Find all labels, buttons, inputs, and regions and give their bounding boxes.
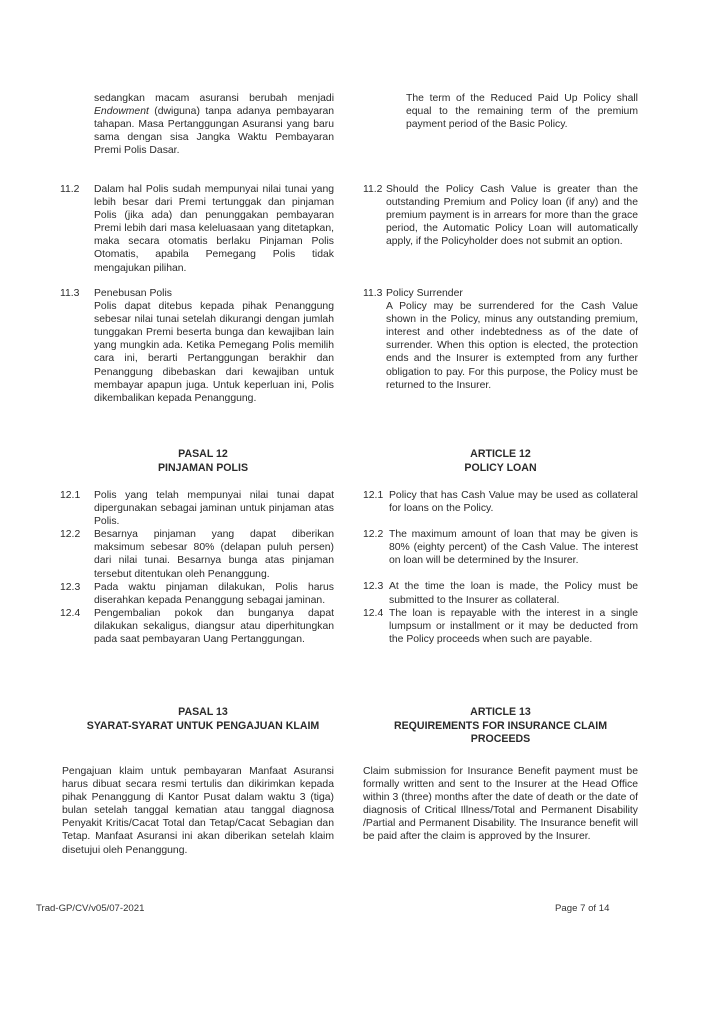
clause-12-1 xyxy=(60,489,334,528)
clause-number: 11.3 xyxy=(363,288,383,299)
section-title: POLICY LOAN xyxy=(464,461,537,474)
clause-text: At the time the loan is made, the Policy must be submitted to the Insurer as collateral. xyxy=(389,581,638,606)
clause-12-3 xyxy=(60,581,334,607)
pasal-13-body xyxy=(62,765,334,857)
clause-text: Pada waktu pinjaman dilakukan, Polis harus diserahkan kepada Penanggung sebagai jaminan. xyxy=(94,581,334,606)
clause-11-2 xyxy=(60,183,334,275)
clause-12-4 xyxy=(363,607,638,646)
section-number: PASAL 13 xyxy=(178,706,228,718)
clause-number: 11.3 xyxy=(60,288,80,299)
intro-text-a: sedangkan macam asuransi berubah menjadi xyxy=(94,93,334,104)
clause-text: Dalam hal Polis sudah mempunyai nilai tunai yang lebih besar dari Premi tertunggak dan pinjaman Polis (jika ada) dan penunggakan pembayaran Premi lebih dari masa keleluasaan yang ditetapkan, maka secara otomatis berlaku Pinjaman Polis Otomatis, apabila Pemegang Polis tidak mengajukan pilihan. xyxy=(94,184,334,274)
article-13-body xyxy=(363,765,638,844)
clause-text: Polis dapat ditebus kepada pihak Penanggung sebesar nilai tunai setelah dikurangi dengan jumlah tunggakan Premi beserta bunga dan kewajiban lain yang mungkin ada. Ketika Pemegang Polis memilih cara ini, berarti Pertanggungan berakhir dan Penanggung dibebaskan dari kewajiban untuk membayar apapun juga. Untuk keperluan ini, Polis dikembalikan kepada Penanggung. xyxy=(94,301,334,404)
clause-text: The loan is repayable with the interest in a single lumpsum or installment or it may be deducted from the Policy proceeds when such are payable. xyxy=(389,607,638,645)
intro-text: The term of the Reduced Paid Up Policy shall equal to the remaining term of the premium payment period of the Basic Policy. xyxy=(406,93,638,131)
article-12-clauses xyxy=(363,489,638,646)
clause-text: A Policy may be surrendered for the Cash Value shown in the Policy, minus any outstanding premium, interest and other indebtedness as of the date of surrender. When this option is elected, the protection ends and the Insurer is extempted from any further obligation to pay. For this purpose, the Policy must be returned to the Insurer. xyxy=(386,301,638,391)
clause-text: Besarnya pinjaman yang dapat diberikan maksimum sebesar 80% (delapan puluh persen) dari nilai tunai. Besarnya bunga atas pinjaman tersebut ditentukan oleh Penanggung. xyxy=(94,529,334,580)
article-12-heading xyxy=(363,448,638,475)
clause-number: 12.2 xyxy=(363,529,384,541)
intro-text-b: (dwiguna) tanpa adanya pembayaran tahapan. Masa Pertanggungan Asuransi yang baru sama dengan sisa Jangka Waktu Pembayaran Premi Polis Dasar. xyxy=(94,106,334,157)
clause-number: 11.2 xyxy=(60,184,80,195)
pasal-12-heading xyxy=(72,448,334,475)
clause-11-2 xyxy=(363,183,638,248)
clause-11-1-continuation xyxy=(72,92,334,157)
article-13-heading xyxy=(363,706,638,747)
clause-text: The maximum amount of loan that may be given is 80% (eighty percent) of the Cash Value. The interest on loan will be determined by the Insurer. xyxy=(389,529,638,567)
section-number: ARTICLE 13 xyxy=(470,706,531,718)
section-title: SYARAT-SYARAT UNTUK PENGAJUAN KLAIM xyxy=(86,719,320,732)
intro-italic-term: Endowment xyxy=(94,106,149,118)
clause-number: 12.4 xyxy=(60,607,81,619)
clause-title: Penebusan Polis xyxy=(94,288,172,299)
pasal-12-clauses xyxy=(60,489,334,646)
clause-text: Polis yang telah mempunyai nilai tunai dapat dipergunakan sebagai jaminan untuk pinjaman atas Polis. xyxy=(94,490,334,528)
clause-text: Should the Policy Cash Value is greater than the outstanding Premium and Policy loan (if any) and the premium payment is in arrears for more than the grace period, the Automatic Policy Loan will automatically apply, if the Policyholder does not submit an option. xyxy=(386,184,638,248)
clause-11-3 xyxy=(363,287,638,392)
page-number: Page 7 of 14 xyxy=(555,903,610,914)
clause-12-3 xyxy=(363,580,638,606)
clause-11-3 xyxy=(60,287,334,405)
clause-12-4 xyxy=(60,607,334,646)
clause-12-2 xyxy=(363,528,638,567)
clause-number: 12.1 xyxy=(60,490,81,501)
document-code: Trad-GP/CV/v05/07-2021 xyxy=(36,903,145,914)
clause-number: 12.3 xyxy=(363,581,384,593)
pasal-13-heading xyxy=(66,706,340,733)
clause-11-1-continuation xyxy=(406,92,638,131)
section-title: REQUIREMENTS FOR INSURANCE CLAIM PROCEEDS xyxy=(393,719,608,745)
clause-number: 12.3 xyxy=(60,581,81,593)
clause-number: 11.2 xyxy=(363,184,383,195)
clause-title: Policy Surrender xyxy=(386,288,463,299)
section-number: ARTICLE 12 xyxy=(470,448,531,460)
clause-number: 12.1 xyxy=(363,490,384,501)
clause-number: 12.2 xyxy=(60,529,81,541)
section-title: PINJAMAN POLIS xyxy=(157,461,249,474)
clause-number: 12.4 xyxy=(363,607,384,619)
clause-12-1 xyxy=(363,489,638,515)
section-number: PASAL 12 xyxy=(178,448,228,460)
claim-paragraph: Pengajuan klaim untuk pembayaran Manfaat Asuransi harus dibuat secara resmi tertulis dan dikirimkan kepada pihak Penanggung di Kantor Pusat dalam waktu 3 (tiga) bulan setelah tanggal kematian atau tanggal diagnosa Penyakit Kritis/Cacat Total dan Tetap/Cacat Sebagian dan Tetap. Manfaat Asuransi ini akan diberikan setelah klaim disetujui oleh Penanggung. xyxy=(62,766,334,856)
claim-paragraph: Claim submission for Insurance Benefit payment must be formally written and sent to the Insurer at the Head Office within 3 (three) months after the date of death or the date of diagnosis of Critical Illness/Total and Permanent Disability /Partial and Permanent Disability. The Insurance benefit will be paid after the claim is approved by the Insurer. xyxy=(363,766,638,843)
clause-text: Pengembalian pokok dan bunganya dapat dilakukan sekaligus, diangsur atau diperhitungkan pada saat pembayaran Uang Pertanggungan. xyxy=(94,607,334,646)
clause-text: Policy that has Cash Value may be used as collateral for loans on the Policy. xyxy=(389,490,638,515)
clause-12-2 xyxy=(60,528,334,580)
